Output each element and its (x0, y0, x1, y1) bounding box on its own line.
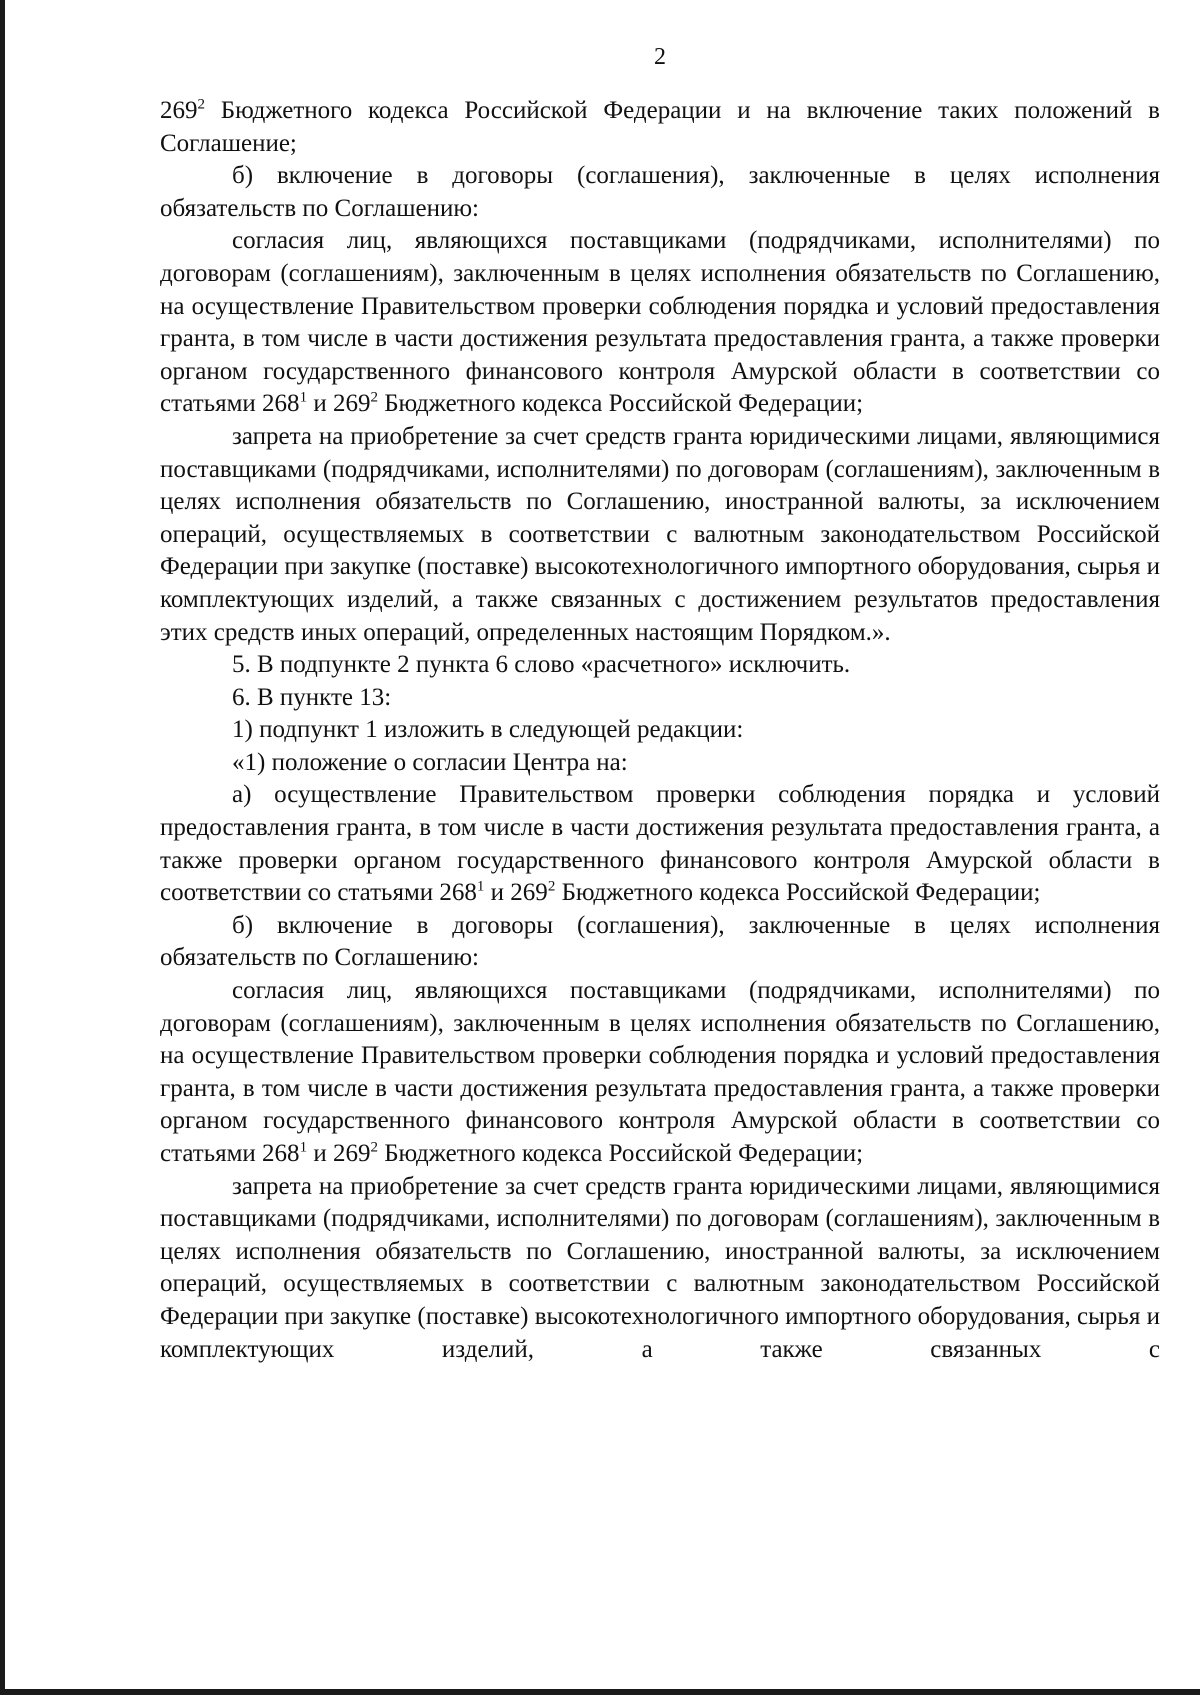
paragraph: согласия лиц, являющихся поставщиками (подрядчиками, исполнителями) по договорам (соглашениям), заключенным в целях исполнения обязательств по Соглашению, на осуществление Правительством проверки соблюдения порядка и условий предоставления гранта, в том числе в части достижения результата предоставления гранта, а также проверки органом государственного финансового контроля Амурской области в соответствии со статьями $268^1$ и $269^2$ Бюджетного кодекса Российской Федерации; (160, 977, 1160, 1167)
paragraph: а) осуществление Правительством проверки соблюдения порядка и условий предоставления гранта, в том числе в части достижения результата предоставления гранта, а также проверки органом государственного финансового контроля Амурской области в соответствии со статьями $268^1$ и $269^2$ Бюджетного кодекса Российской Федерации; (160, 781, 1160, 907)
paragraph: б) включение в договоры (соглашения), заключенные в целях исполнения обязательств по Соглашению: (160, 911, 1160, 972)
superscript: 2 (370, 1139, 378, 1156)
paragraph: 6. В пункте 13: (232, 683, 392, 711)
superscript: 1 (299, 390, 308, 407)
paragraph: запрета на приобретение за счет средств гранта юридическими лицами, являющимися поставщиками (подрядчиками, исполнителями) по договорам (соглашениям), заключенным в целях исполнения обязательств по Соглашению, иностранной валюты, за исключением операций, осуществляемых в соответствии с валютным законодательством Российской Федерации при закупке (поставке) высокотехнологичного импортного оборудования, сырья и комплектующих изделий, а также связанных с достижением результатов предоставления этих средств иных операций, определенных настоящим Порядком.». (160, 422, 1160, 646)
paragraph: согласия лиц, являющихся поставщиками (подрядчиками, исполнителями) по договорам (соглашениям), заключенным в целях исполнения обязательств по Соглашению, на осуществление Правительством проверки соблюдения порядка и условий предоставления гранта, в том числе в части достижения результата предоставления гранта, а также проверки органом государственного финансового контроля Амурской области в соответствии со статьями $268^1$ и $269^2$ Бюджетного кодекса Российской Федерации; (160, 227, 1160, 418)
paragraph: $269^2$ Бюджетного кодекса Российской Федерации и на включение таких положений в Соглашение; (160, 96, 1160, 157)
scan-left-edge (0, 0, 5, 1695)
superscript: 2 (197, 96, 205, 113)
superscript: 2 (547, 878, 556, 895)
superscript: 2 (370, 390, 378, 407)
scan-bottom-edge (0, 1689, 1200, 1695)
paragraph: б) включение в договоры (соглашения), заключенные в целях исполнения обязательств по Соглашению: (160, 162, 1160, 222)
superscript: 1 (476, 878, 485, 895)
paragraph: 5. В подпункте 2 пункта 6 слово «расчетного» исключить. (232, 651, 851, 679)
page-number: 2 (654, 44, 666, 70)
document-body (160, 95, 1160, 1366)
paragraph: 1) подпункт 1 изложить в следующей редакции: (232, 716, 744, 744)
paragraph: запрета на приобретение за счет средств гранта юридическими лицами, являющимися поставщиками (подрядчиками, исполнителями) по договорам (соглашениям), заключенным в целях исполнения обязательств по Соглашению, иностранной валюты, за исключением операций, осуществляемых в соответствии с валютным законодательством Российской Федерации при закупке (поставке) высокотехнологичного импортного оборудования, сырья и комплектующих изделий, а также связанных с (160, 1172, 1160, 1363)
paragraph: «1) положение о согласии Центра на: (232, 748, 628, 776)
superscript: 1 (299, 1139, 308, 1156)
